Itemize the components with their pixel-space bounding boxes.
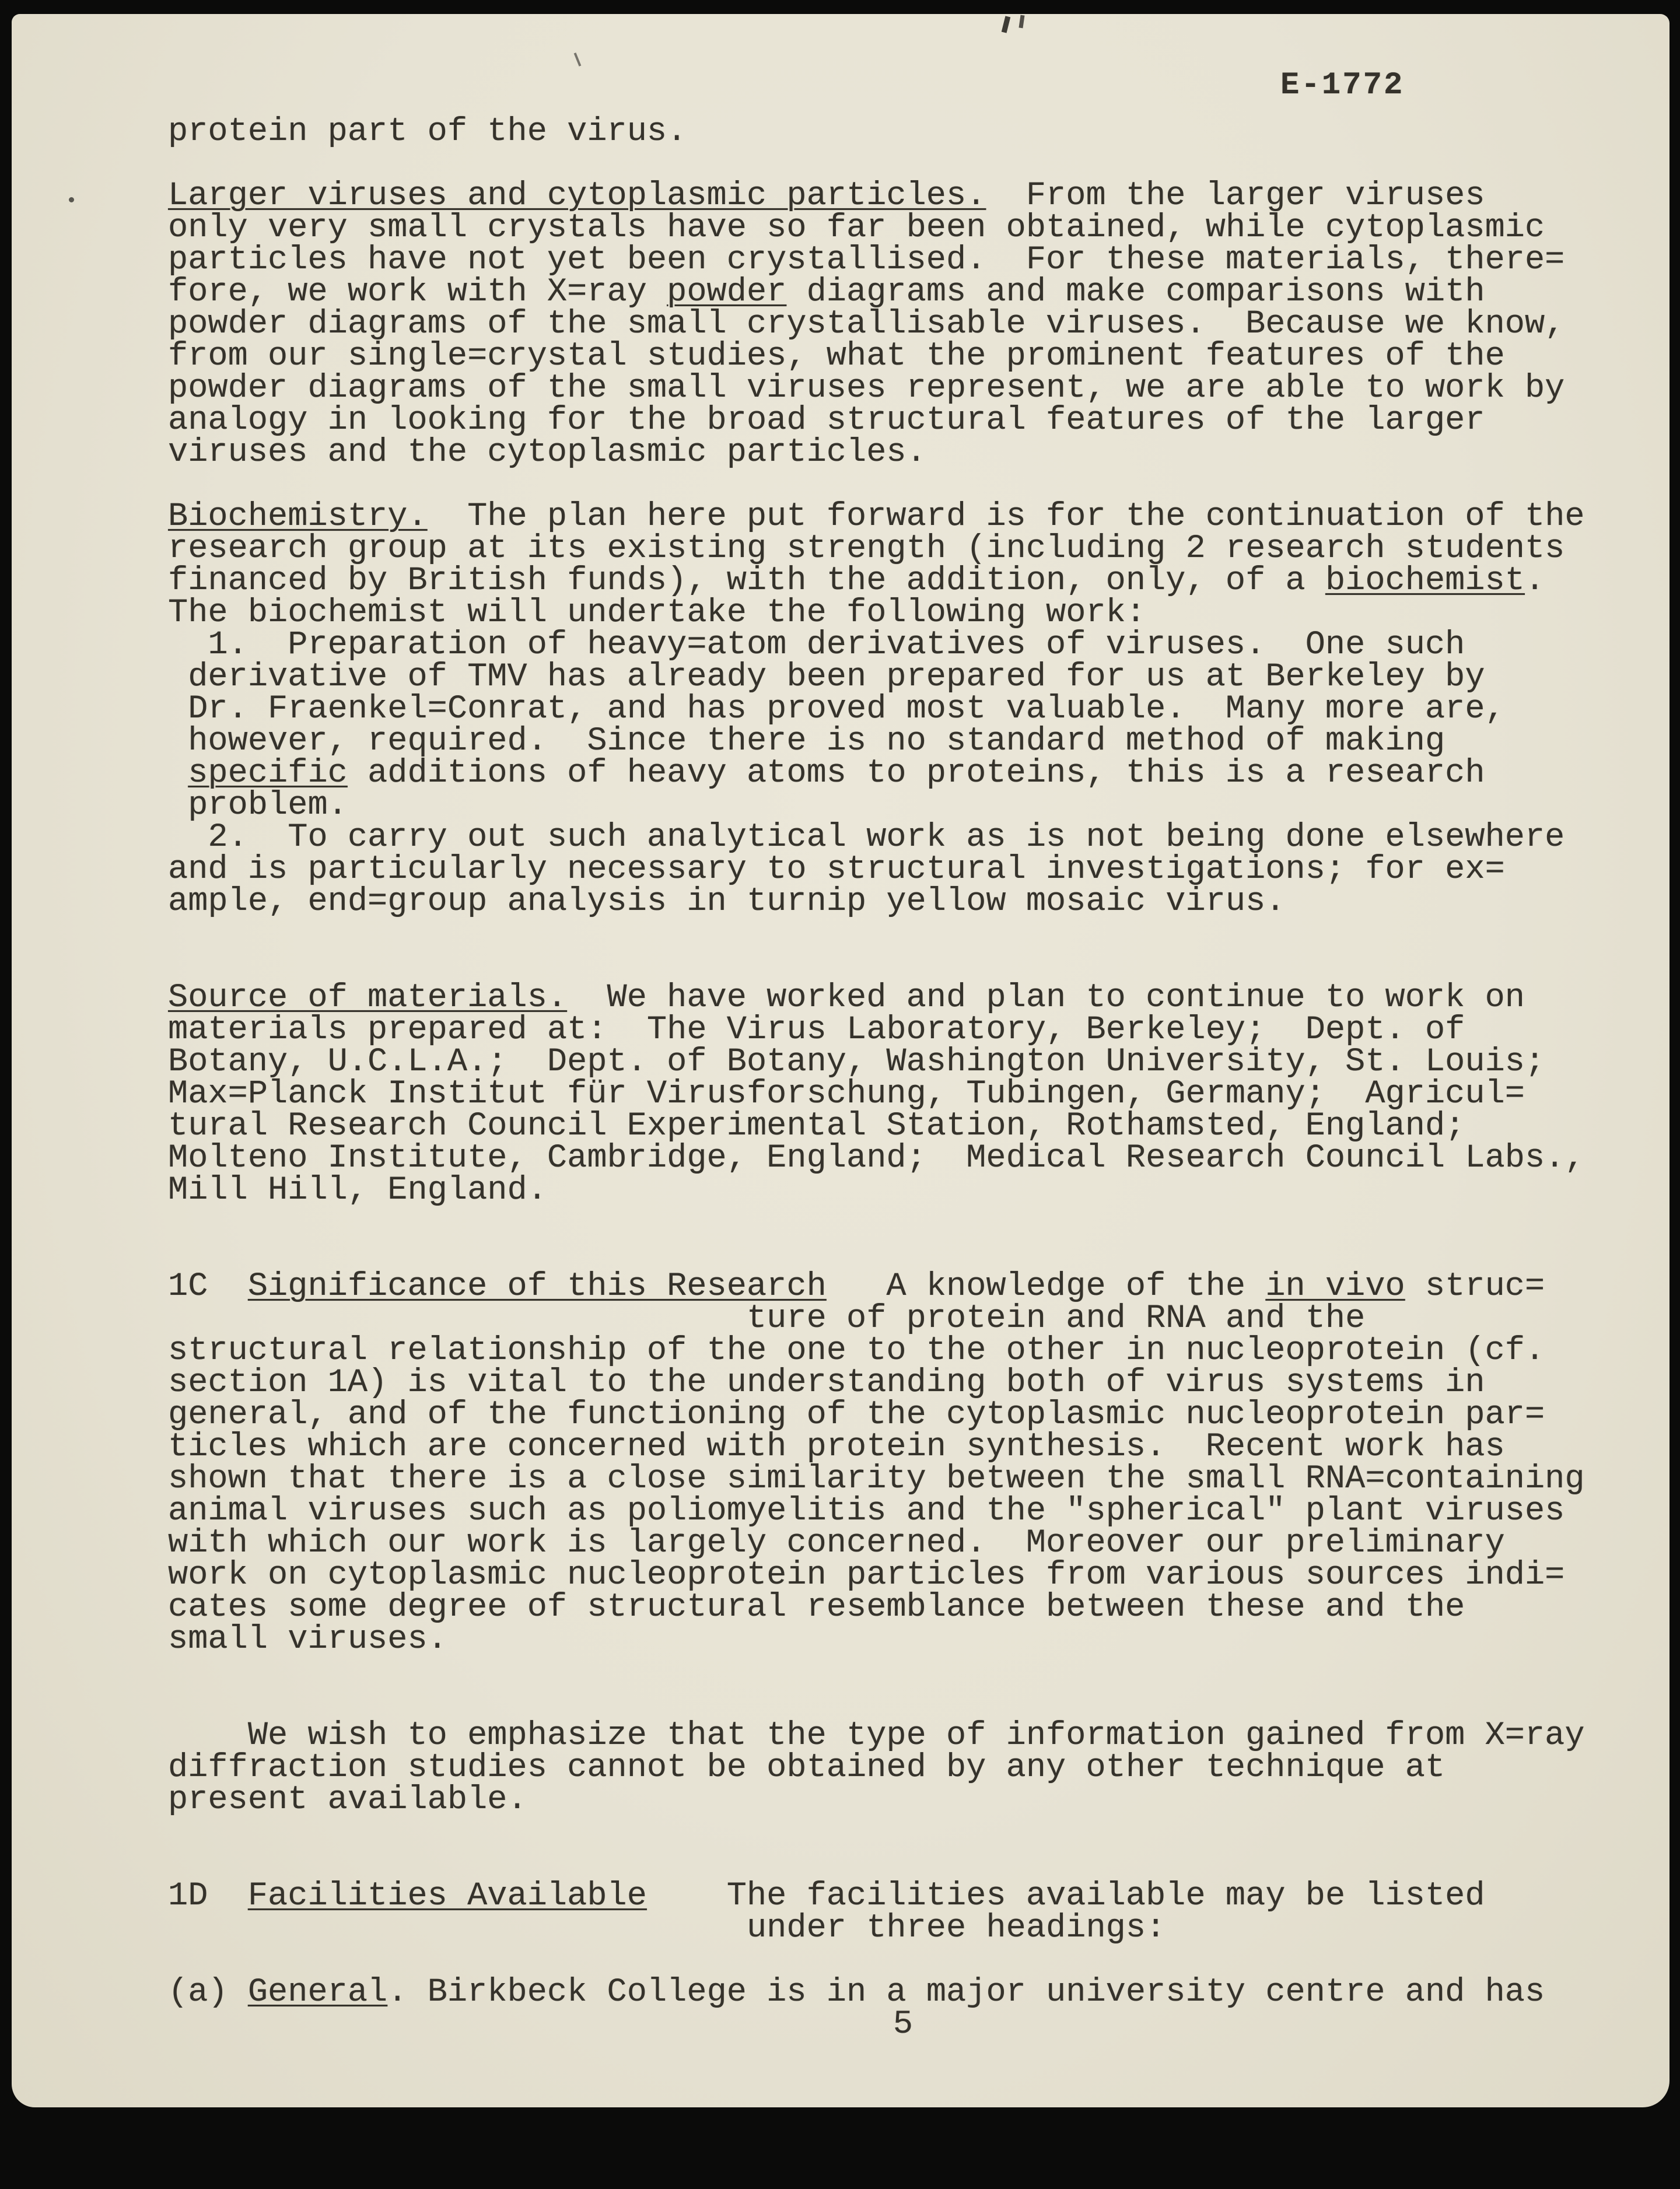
text-line-biochemistry: The biochemist will undertake the following work: bbox=[168, 594, 1146, 632]
underlined-text: General bbox=[247, 1974, 388, 2011]
text-line-biochemistry: Biochemistry. The plan here put forward is for the continuation of the bbox=[168, 498, 1585, 535]
text-line-significance-of-this-research: work on cytoplasmic nucleoprotein particles from various sources indi= bbox=[168, 1557, 1565, 1594]
text-line-significance-of-this-research: cates some degree of structural resemblance between these and the bbox=[168, 1589, 1465, 1626]
text-line-larger-viruses-and-cytoplasmic-particles: fore, we work with X=ray powder diagrams and make comparisons with bbox=[168, 274, 1485, 311]
blank-line bbox=[168, 1688, 1646, 1720]
text-line-larger-viruses-and-cytoplasmic-particles: powder diagrams of the small crystallisable viruses. Because we know, bbox=[168, 306, 1565, 343]
text-line-biochemistry: problem. bbox=[168, 787, 348, 824]
document-page bbox=[12, 14, 1670, 2107]
text-line-source-of-materials: Max=Planck Institut für Virusforschung, Tubingen, Germany; Agricul= bbox=[168, 1076, 1525, 1113]
text-line-significance-of-this-research: 1C Significance of this Research A knowledge of the in vivo struc= bbox=[168, 1268, 1545, 1305]
blank-line bbox=[168, 950, 1646, 982]
underlined-text: Facilities Available bbox=[247, 1878, 647, 1915]
document-content bbox=[168, 113, 1646, 2043]
text-line-source-of-materials: Source of materials. We have worked and plan to continue to work on bbox=[168, 979, 1525, 1017]
underlined-text: Significance of this Research bbox=[247, 1268, 827, 1305]
text-line-source-of-materials: Molteno Institute, Cambridge, England; Medical Research Council Labs., bbox=[168, 1140, 1585, 1177]
page-number: 5 bbox=[892, 2006, 914, 2043]
text-line-significance-of-this-research: ture of protein and RNA and the bbox=[168, 1300, 1366, 1337]
underlined-text: Biochemistry. bbox=[168, 498, 428, 535]
text-line-source-of-materials: Mill Hill, England. bbox=[168, 1172, 547, 1209]
text-line-significance-of-this-research: with which our work is largely concerned. Moreover our preliminary bbox=[168, 1525, 1505, 1562]
text-line-larger-viruses-and-cytoplasmic-particles: viruses and the cytoplasmic particles. bbox=[168, 434, 926, 471]
text-line-significance-of-this-research: section 1A) is vital to the understanding both of virus systems in bbox=[168, 1364, 1485, 1402]
underlined-text: in vivo bbox=[1265, 1268, 1405, 1305]
text-line-emphasis-x-ray-diffraction: present available. bbox=[168, 1781, 527, 1819]
text-line-biochemistry: and is particularly necessary to structural investigations; for ex= bbox=[168, 851, 1505, 888]
underlined-text: powder bbox=[667, 274, 787, 311]
scan-mark bbox=[69, 197, 74, 202]
text-line-biochemistry: derivative of TMV has already been prepared for us at Berkeley by bbox=[168, 659, 1485, 696]
text-line-biochemistry: 2. To carry out such analytical work as is not being done elsewhere bbox=[168, 819, 1565, 856]
blank-line bbox=[168, 1848, 1646, 1880]
blank-line bbox=[168, 1656, 1646, 1688]
text-line-source-of-materials: Botany, U.C.L.A.; Dept. of Botany, Washington University, St. Louis; bbox=[168, 1043, 1545, 1081]
blank-line bbox=[168, 1945, 1646, 1977]
blank-line bbox=[168, 918, 1646, 950]
blank-line bbox=[168, 148, 1646, 180]
text-line-significance-of-this-research: structural relationship of the one to the other in nucleoprotein (cf. bbox=[168, 1332, 1545, 1370]
text-line-larger-viruses-and-cytoplasmic-particles: Larger viruses and cytoplasmic particles. From the larger viruses bbox=[168, 177, 1485, 215]
underlined-text: Source of materials. bbox=[168, 979, 568, 1017]
text-line-significance-of-this-research: ticles which are concerned with protein synthesis. Recent work has bbox=[168, 1428, 1505, 1466]
text-line-larger-viruses-and-cytoplasmic-particles: analogy in looking for the broad structural features of the larger bbox=[168, 402, 1485, 439]
underlined-text: specific bbox=[188, 755, 348, 792]
text-line-larger-viruses-and-cytoplasmic-particles: from our single=crystal studies, what the prominent features of the bbox=[168, 338, 1505, 375]
text-line-significance-of-this-research: shown that there is a close similarity between the small RNA=containing bbox=[168, 1460, 1585, 1498]
text-line-facilities-available: 1D Facilities Available The facilities available may be listed bbox=[168, 1878, 1485, 1915]
scan-mark bbox=[1002, 16, 1011, 33]
document-body bbox=[168, 113, 1646, 2011]
text-line-emphasis-x-ray-diffraction: diffraction studies cannot be obtained by any other technique at bbox=[168, 1749, 1446, 1787]
text-line-biochemistry: ample, end=group analysis in turnip yellow mosaic virus. bbox=[168, 883, 1286, 920]
text-line-larger-viruses-and-cytoplasmic-particles: particles have not yet been crystallised. For these materials, there= bbox=[168, 241, 1565, 279]
text-line-source-of-materials: materials prepared at: The Virus Laboratory, Berkeley; Dept. of bbox=[168, 1011, 1465, 1049]
underlined-text: biochemist bbox=[1325, 562, 1525, 600]
text-line-significance-of-this-research: general, and of the functioning of the cytoplasmic nucleoprotein par= bbox=[168, 1396, 1545, 1434]
text-line-general-birkbeck: (a) General. Birkbeck College is in a major university centre and has bbox=[168, 1974, 1545, 2011]
text-line-biochemistry: specific additions of heavy atoms to proteins, this is a research bbox=[188, 755, 1485, 792]
text-line-significance-of-this-research: animal viruses such as poliomyelitis and the "spherical" plant viruses bbox=[168, 1493, 1565, 1530]
text-line-emphasis-x-ray-diffraction: We wish to emphasize that the type of information gained from X=ray bbox=[168, 1717, 1585, 1754]
blank-line bbox=[168, 469, 1646, 501]
text-line-biochemistry: financed by British funds), with the addition, only, of a biochemist. bbox=[168, 562, 1545, 600]
text-line-intro-continuation: protein part of the virus. bbox=[168, 113, 687, 150]
text-line-source-of-materials: tural Research Council Experimental Station, Rothamsted, England; bbox=[168, 1108, 1465, 1145]
underlined-text: Larger viruses and cytoplasmic particles. bbox=[168, 177, 986, 215]
scan-mark bbox=[574, 52, 582, 66]
text-line-biochemistry: Dr. Fraenkel=Conrat, and has proved most valuable. Many more are, bbox=[168, 691, 1505, 728]
text-line-larger-viruses-and-cytoplasmic-particles: only very small crystals have so far been obtained, while cytoplasmic bbox=[168, 209, 1545, 247]
blank-line bbox=[168, 1816, 1646, 1848]
blank-line bbox=[168, 1239, 1646, 1271]
text-line-facilities-available: under three headings: bbox=[168, 1910, 1166, 1947]
text-line-biochemistry: 1. Preparation of heavy=atom derivatives of viruses. One such bbox=[168, 626, 1465, 664]
text-line-larger-viruses-and-cytoplasmic-particles: powder diagrams of the small viruses represent, we are able to work by bbox=[168, 370, 1565, 407]
text-line-biochemistry: research group at its existing strength (including 2 research students bbox=[168, 530, 1565, 568]
scan-mark bbox=[1019, 15, 1025, 29]
text-line-biochemistry: however, required. Since there is no standard method of making bbox=[168, 723, 1446, 760]
document-number: E-1772 bbox=[1280, 68, 1405, 103]
blank-line bbox=[168, 1207, 1646, 1239]
text-line-significance-of-this-research: small viruses. bbox=[168, 1621, 447, 1658]
